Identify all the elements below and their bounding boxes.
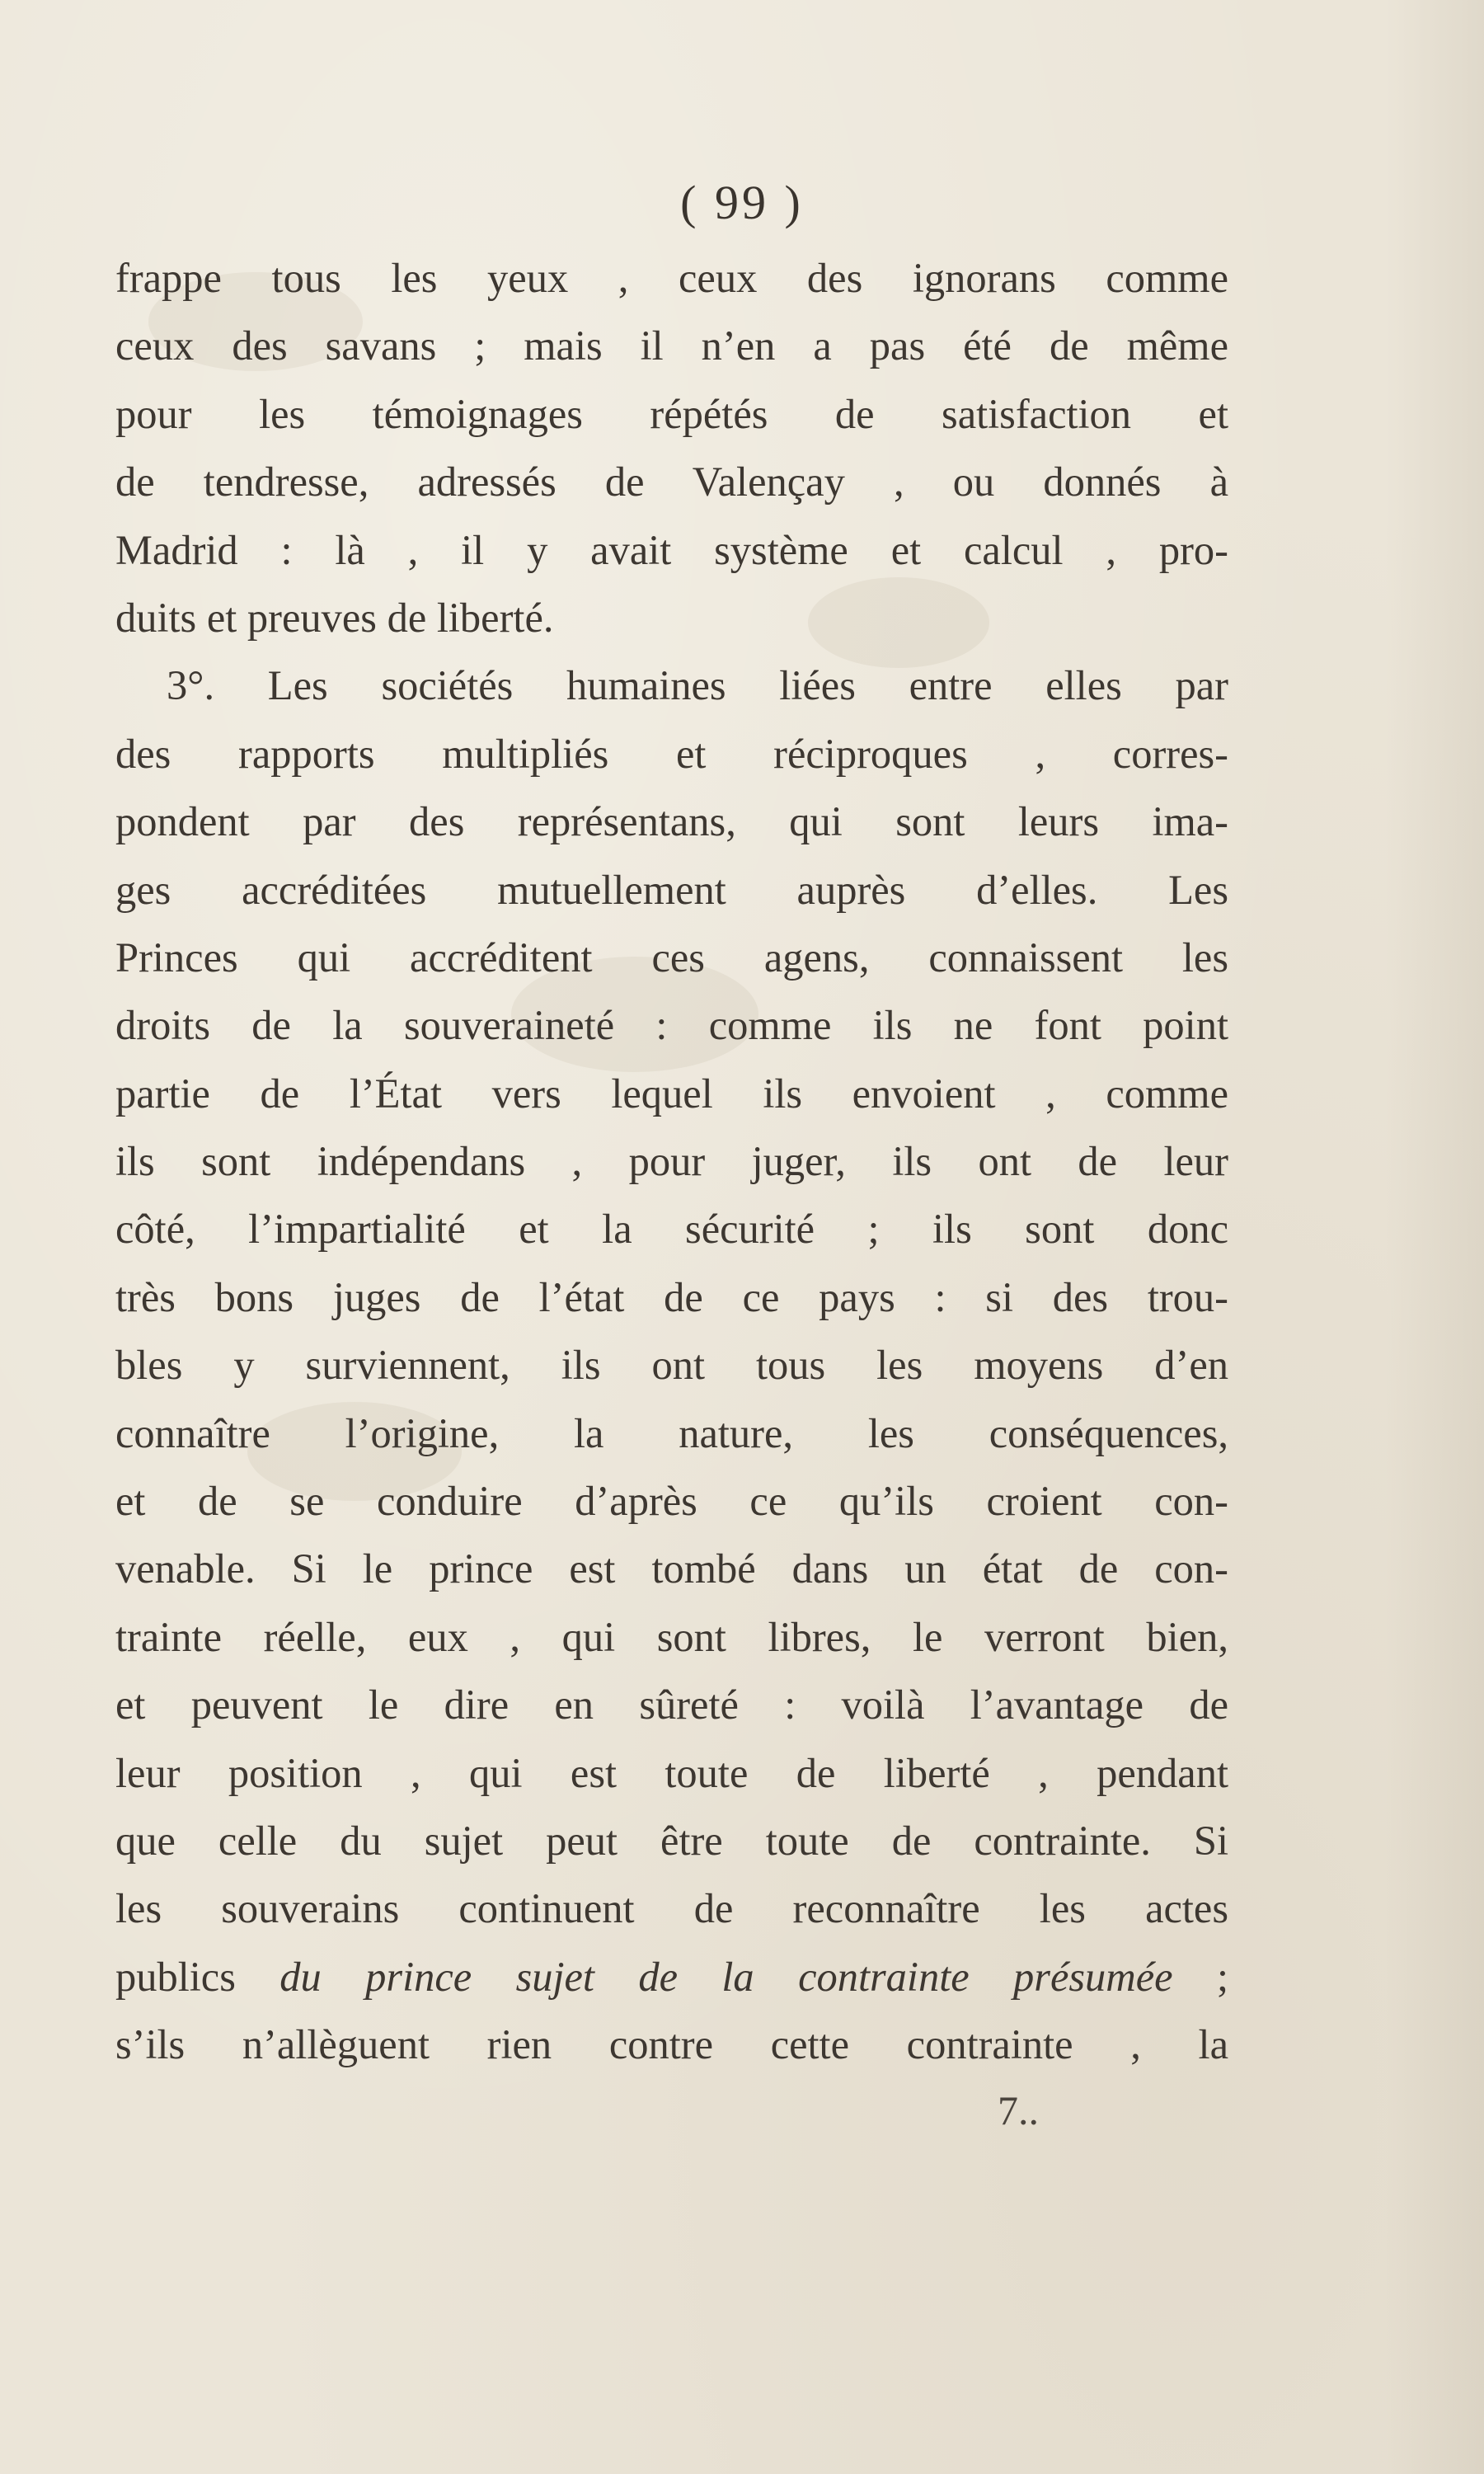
text-line xyxy=(115,1331,1228,1399)
text-run: et de se conduire d’après ce qu’ils croient con- xyxy=(115,1478,1228,1525)
text-line xyxy=(115,244,1228,312)
paragraph-start-line xyxy=(115,651,1228,719)
text-line xyxy=(115,1603,1228,1671)
text-run: leur position , qui est toute de liberté , pendant xyxy=(115,1749,1228,1796)
text-line xyxy=(115,1739,1228,1807)
text-run: bles y surviennent, ils ont tous les moyens d’en xyxy=(115,1342,1228,1389)
text-run: droits de la souveraineté : comme ils ne font point xyxy=(115,1002,1228,1049)
text-run: 3°. Les sociétés humaines liées entre elles par xyxy=(167,662,1228,709)
text-run: ; xyxy=(1172,1953,1228,2000)
text-run: ils sont indépendans , pour juger, ils ont de leur xyxy=(115,1138,1228,1185)
text-line xyxy=(115,2011,1228,2078)
text-line xyxy=(115,1060,1228,1127)
text-line xyxy=(115,924,1228,991)
text-run: duits et preuves de liberté. xyxy=(115,594,554,641)
text-run: publics xyxy=(115,1953,280,2000)
text-run: Madrid : là , il y avait système et calcul , pro- xyxy=(115,526,1228,573)
text-run: et peuvent le dire en sûreté : voilà l’avantage de xyxy=(115,1681,1228,1729)
text-run: très bons juges de l’état de ce pays : si des trou- xyxy=(115,1273,1228,1320)
text-line xyxy=(115,1263,1228,1331)
text-run: Princes qui accréditent ces agens, connaissent les xyxy=(115,934,1228,981)
text-line xyxy=(115,788,1228,855)
text-run: de tendresse, adressés de Valençay , ou donnés à xyxy=(115,459,1228,506)
text-run: des rapports multipliés et réciproques , corres- xyxy=(115,730,1228,777)
text-line xyxy=(115,720,1228,788)
body-text xyxy=(115,244,1228,2079)
text-line xyxy=(115,312,1228,379)
text-run: pour les témoignages répétés de satisfaction et xyxy=(115,390,1228,437)
text-run: ceux des savans ; mais il n’en a pas été de même xyxy=(115,322,1228,369)
text-line xyxy=(115,1127,1228,1195)
text-line xyxy=(115,856,1228,924)
text-run: trainte réelle, eux , qui sont libres, le verront bien, xyxy=(115,1613,1228,1660)
text-line xyxy=(115,1195,1228,1263)
text-line xyxy=(115,1535,1228,1602)
text-line xyxy=(115,1399,1228,1467)
text-run: frappe tous les yeux , ceux des ignorans comme xyxy=(115,255,1228,301)
text-line xyxy=(115,516,1228,584)
text-line xyxy=(115,991,1228,1059)
text-run: que celle du sujet peut être toute de contrainte. Si xyxy=(115,1817,1228,1864)
page-number-header: ( 99 ) xyxy=(680,176,804,229)
text-line xyxy=(115,448,1228,515)
text-line xyxy=(115,380,1228,448)
italic-text-run: du prince sujet de la contrainte présumée xyxy=(279,1953,1173,2000)
page-edge-shadow xyxy=(1385,0,1484,2474)
text-run: les souverains continuent de reconnaître les actes xyxy=(115,1885,1228,1932)
text-run: s’ils n’allèguent rien contre cette contrainte , la xyxy=(115,2021,1228,2068)
text-run: côté, l’impartialité et la sécurité ; ils sont donc xyxy=(115,1206,1228,1253)
text-run: connaître l’origine, la nature, les conséquences, xyxy=(115,1409,1228,1456)
text-run: ges accréditées mutuellement auprès d’elles. Les xyxy=(115,866,1228,913)
text-run: pondent par des représentans, qui sont leurs ima- xyxy=(115,798,1228,845)
text-line xyxy=(115,1671,1228,1738)
text-line xyxy=(115,1807,1228,1874)
text-line xyxy=(115,584,1228,651)
text-line xyxy=(115,1943,1228,2011)
text-run: partie de l’État vers lequel ils envoient , comme xyxy=(115,1070,1228,1117)
text-line xyxy=(115,1874,1228,1942)
signature-mark: 7.. xyxy=(998,2087,1039,2133)
text-run: venable. Si le prince est tombé dans un état de con- xyxy=(115,1545,1228,1592)
text-line xyxy=(115,1467,1228,1535)
